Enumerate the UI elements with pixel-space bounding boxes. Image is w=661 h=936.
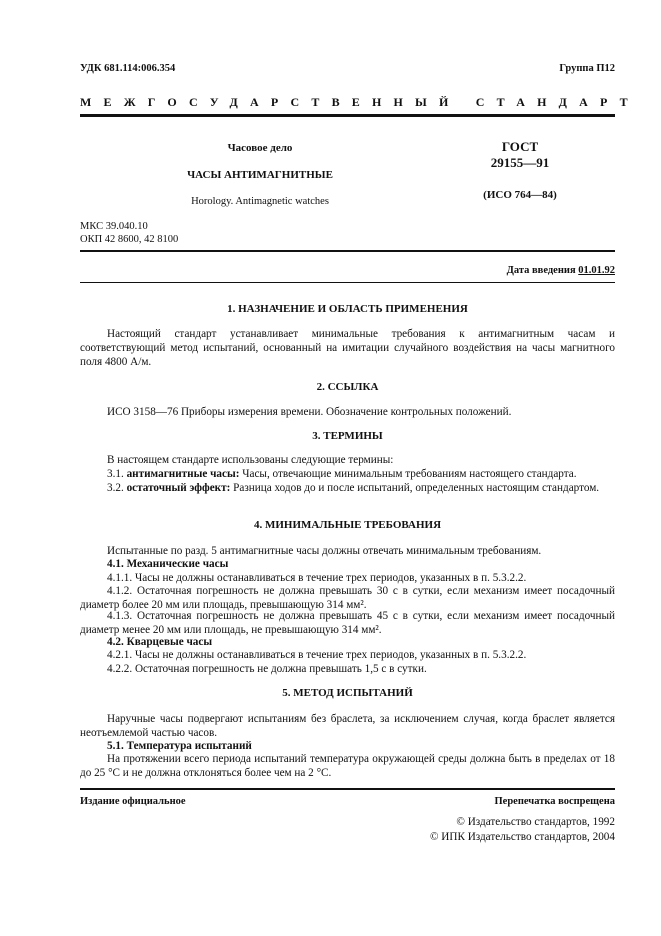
section-3-intro: В настоящем стандарте использованы следующие термины: (107, 454, 394, 466)
term-3-2-number: 3.2. (107, 482, 124, 494)
banner-rule (80, 114, 615, 117)
footer-rule (80, 788, 615, 790)
introduction-date-label: Дата введения (506, 265, 576, 276)
term-3-1-term: антимагнитные часы: (126, 468, 240, 480)
title-block-rule (80, 250, 615, 252)
introduction-date (507, 265, 615, 276)
clause-5-1: На протяжении всего периода испытаний температура окружающей среды должна быть в пределах от 18 до 25 °С и не должна отклоняться более чем на 2 °С. (80, 753, 615, 779)
subject-line: Часовое дело (227, 142, 293, 154)
mks-code: МКС 39.040.10 (80, 221, 148, 232)
group-code: Группа П12 (559, 63, 615, 74)
reprint-notice: Перепечатка воспрещена (494, 796, 615, 807)
copyright-2004: © ИПК Издательство стандартов, 2004 (429, 831, 615, 843)
section-4-heading: 4. МИНИМАЛЬНЫЕ ТРЕБОВАНИЯ (253, 519, 442, 531)
section-5-paragraph: Наручные часы подвергают испытаниям без браслета, за исключением случая, когда браслет является неотъемлемой частью часов. (80, 713, 615, 739)
document-title-en: Horology. Antimagnetic watches (191, 196, 329, 207)
subsection-4-2-heading: 4.2. Кварцевые часы (107, 636, 213, 648)
section-1-paragraph: Настоящий стандарт устанавливает минимальные требования к антимагнитным часам и соответствующий метод испытаний, основанный на имитации случайного воздействия на часы магнитного поля 4800 А/м. (80, 328, 615, 368)
term-3-2 (80, 481, 615, 495)
term-3-2-definition: Разница ходов до и после испытаний, определенных настоящим стандартом. (233, 482, 600, 494)
introduction-date-value: 01.01.92 (578, 265, 615, 276)
section-2-heading: 2. ССЫЛКА (316, 381, 379, 393)
section-5-heading: 5. МЕТОД ИСПЫТАНИЙ (282, 687, 413, 699)
term-3-1 (107, 467, 615, 481)
term-3-2-term: остаточный эффект: (126, 482, 231, 494)
clause-4-1-1: 4.1.1. Часы не должны останавливаться в течение трех периодов, указанных в п. 5.3.2.2. (107, 572, 527, 584)
gost-label: ГОСТ (501, 139, 539, 154)
term-3-1-number: 3.1. (107, 468, 124, 480)
iso-reference: (ИСО 764—84) (483, 189, 557, 201)
clause-4-1-2: 4.1.2. Остаточная погрешность не должна превышать 30 с в сутки, если механизм имеет посадочный диаметр более 20 мм или площадь, превышающую 314 мм². (80, 585, 615, 611)
gost-number: 29155—91 (490, 155, 550, 170)
clause-4-2-2: 4.2.2. Остаточная погрешность не должна превышать 1,5 с в сутки. (107, 663, 427, 675)
date-rule (80, 282, 615, 283)
subsection-4-1-heading: 4.1. Механические часы (107, 558, 229, 570)
clause-4-2-1: 4.2.1. Часы не должны останавливаться в течение трех периодов, указанных в п. 5.3.2.2. (107, 649, 527, 661)
section-2-paragraph: ИСО 3158—76 Приборы измерения времени. Обозначение контрольных положений. (107, 406, 512, 418)
subsection-5-1-heading: 5.1. Температура испытаний (107, 740, 252, 752)
okp-code: ОКП 42 8600, 42 8100 (80, 234, 179, 245)
clause-4-1-3: 4.1.3. Остаточная погрешность не должна превышать 45 с в сутки, если механизм имеет посадочный диаметр менее 20 мм или площадь, не превышающую 314 мм². (80, 610, 615, 636)
official-edition-label: Издание официальное (80, 796, 186, 807)
term-3-1-definition: Часы, отвечающие минимальным требованиям настоящего стандарта. (242, 468, 577, 480)
section-4-intro: Испытанные по разд. 5 антимагнитные часы должны отвечать минимальным требованиям. (107, 545, 542, 557)
banner-title: МЕЖГОСУДАРСТВЕННЫЙ СТАНДАРТ (80, 95, 640, 109)
udk-code: УДК 681.114:006.354 (80, 63, 176, 74)
section-3-heading: 3. ТЕРМИНЫ (312, 430, 383, 442)
section-1-heading: 1. НАЗНАЧЕНИЕ И ОБЛАСТЬ ПРИМЕНЕНИЯ (227, 303, 468, 315)
copyright-1992: © Издательство стандартов, 1992 (456, 816, 615, 828)
document-title: ЧАСЫ АНТИМАГНИТНЫЕ (187, 169, 333, 181)
